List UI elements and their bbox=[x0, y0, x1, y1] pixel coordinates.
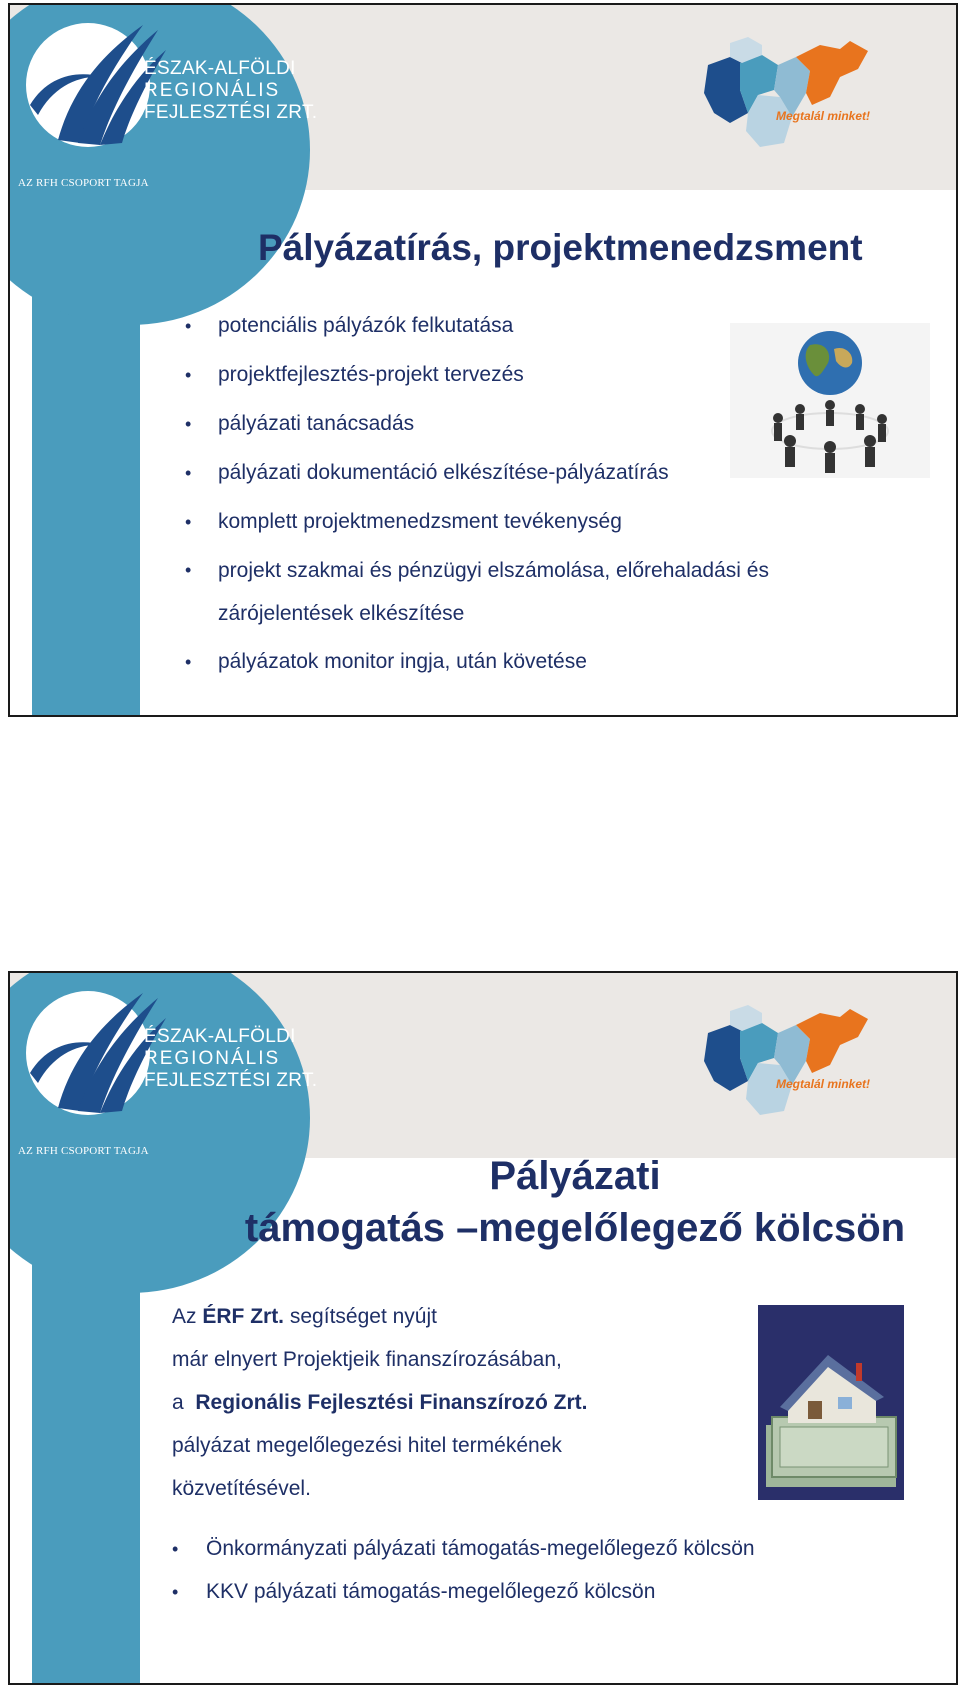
paragraph-line-3 bbox=[172, 1381, 587, 1424]
paragraph-line-1 bbox=[172, 1295, 587, 1338]
slide-2-bullet-list bbox=[206, 1535, 755, 1621]
paragraph-line-5: közvetítésével. bbox=[172, 1477, 311, 1500]
list-item-line-2: zárójelentések elkészítése bbox=[218, 602, 465, 625]
logo-subtitle: AZ RFH CSOPORT TAGJA bbox=[18, 1145, 149, 1157]
logo-text bbox=[144, 58, 317, 124]
list-item-line-1: projekt szakmai és pénzügyi elszámolása, előrehaladási és bbox=[218, 559, 769, 582]
logo-line-2: REGIONÁLIS bbox=[144, 80, 281, 101]
rff-text: Regionális Fejlesztési Finanszírozó Zrt. bbox=[195, 1391, 588, 1414]
slide-2-title bbox=[200, 1150, 950, 1254]
list-item: • KKV pályázati támogatás-megelőlegező kölcsön bbox=[206, 1578, 755, 1606]
text-segitseget: segítséget nyújt bbox=[289, 1305, 437, 1328]
region-map-icon bbox=[700, 35, 880, 150]
list-item: • Önkormányzati pályázati támogatás-megelőlegező kölcsön bbox=[206, 1535, 755, 1563]
paragraph-line-4: pályázat megelőlegezési hitel termékének bbox=[172, 1434, 562, 1457]
logo-subtitle: AZ RFH CSOPORT TAGJA bbox=[18, 177, 149, 189]
logo-line-3: FEJLESZTÉSI ZRT. bbox=[144, 102, 318, 123]
map-badge-text: Megtalál minket! bbox=[776, 1077, 871, 1091]
paragraph-line-2: már elnyert Projektjeik finanszírozásában, bbox=[172, 1348, 562, 1371]
slide-1-bullet-list bbox=[218, 312, 769, 697]
region-map-icon bbox=[700, 1003, 880, 1118]
erf-zrt-text: ÉRF Zrt. bbox=[202, 1305, 285, 1328]
list-item: • projektfejlesztés-projekt tervezés bbox=[218, 361, 769, 389]
list-item: • pályázati dokumentáció elkészítése-pályázatírás bbox=[218, 459, 769, 487]
text-az: Az bbox=[172, 1305, 197, 1328]
text-a: a bbox=[172, 1391, 184, 1414]
slide-2-title-line-1: Pályázati bbox=[489, 1154, 661, 1198]
logo-text bbox=[144, 1026, 317, 1092]
list-item-multiline bbox=[218, 549, 769, 635]
logo-line-3: FEJLESZTÉSI ZRT. bbox=[144, 1070, 318, 1091]
map-badge-text: Megtalál minket! bbox=[776, 109, 871, 123]
house-money-icon bbox=[758, 1305, 904, 1500]
logo-line-1: ÉSZAK-ALFÖLDI bbox=[144, 1026, 296, 1047]
list-item: • komplett projektmenedzsment tevékenység bbox=[218, 508, 769, 536]
logo-line-2: REGIONÁLIS bbox=[144, 1048, 281, 1069]
list-item: • pályázati tanácsadás bbox=[218, 410, 769, 438]
logo-line-1: ÉSZAK-ALFÖLDI bbox=[144, 58, 296, 79]
slide-2-title-line-2: támogatás –megelőlegező kölcsön bbox=[244, 1206, 906, 1250]
list-item: • potenciális pályázók felkutatása bbox=[218, 312, 769, 340]
slide-1-title: Pályázatírás, projektmenedzsment bbox=[258, 227, 863, 268]
slide-2-paragraph bbox=[172, 1295, 587, 1510]
list-item: • pályázatok monitor ingja, után követése bbox=[218, 648, 769, 676]
